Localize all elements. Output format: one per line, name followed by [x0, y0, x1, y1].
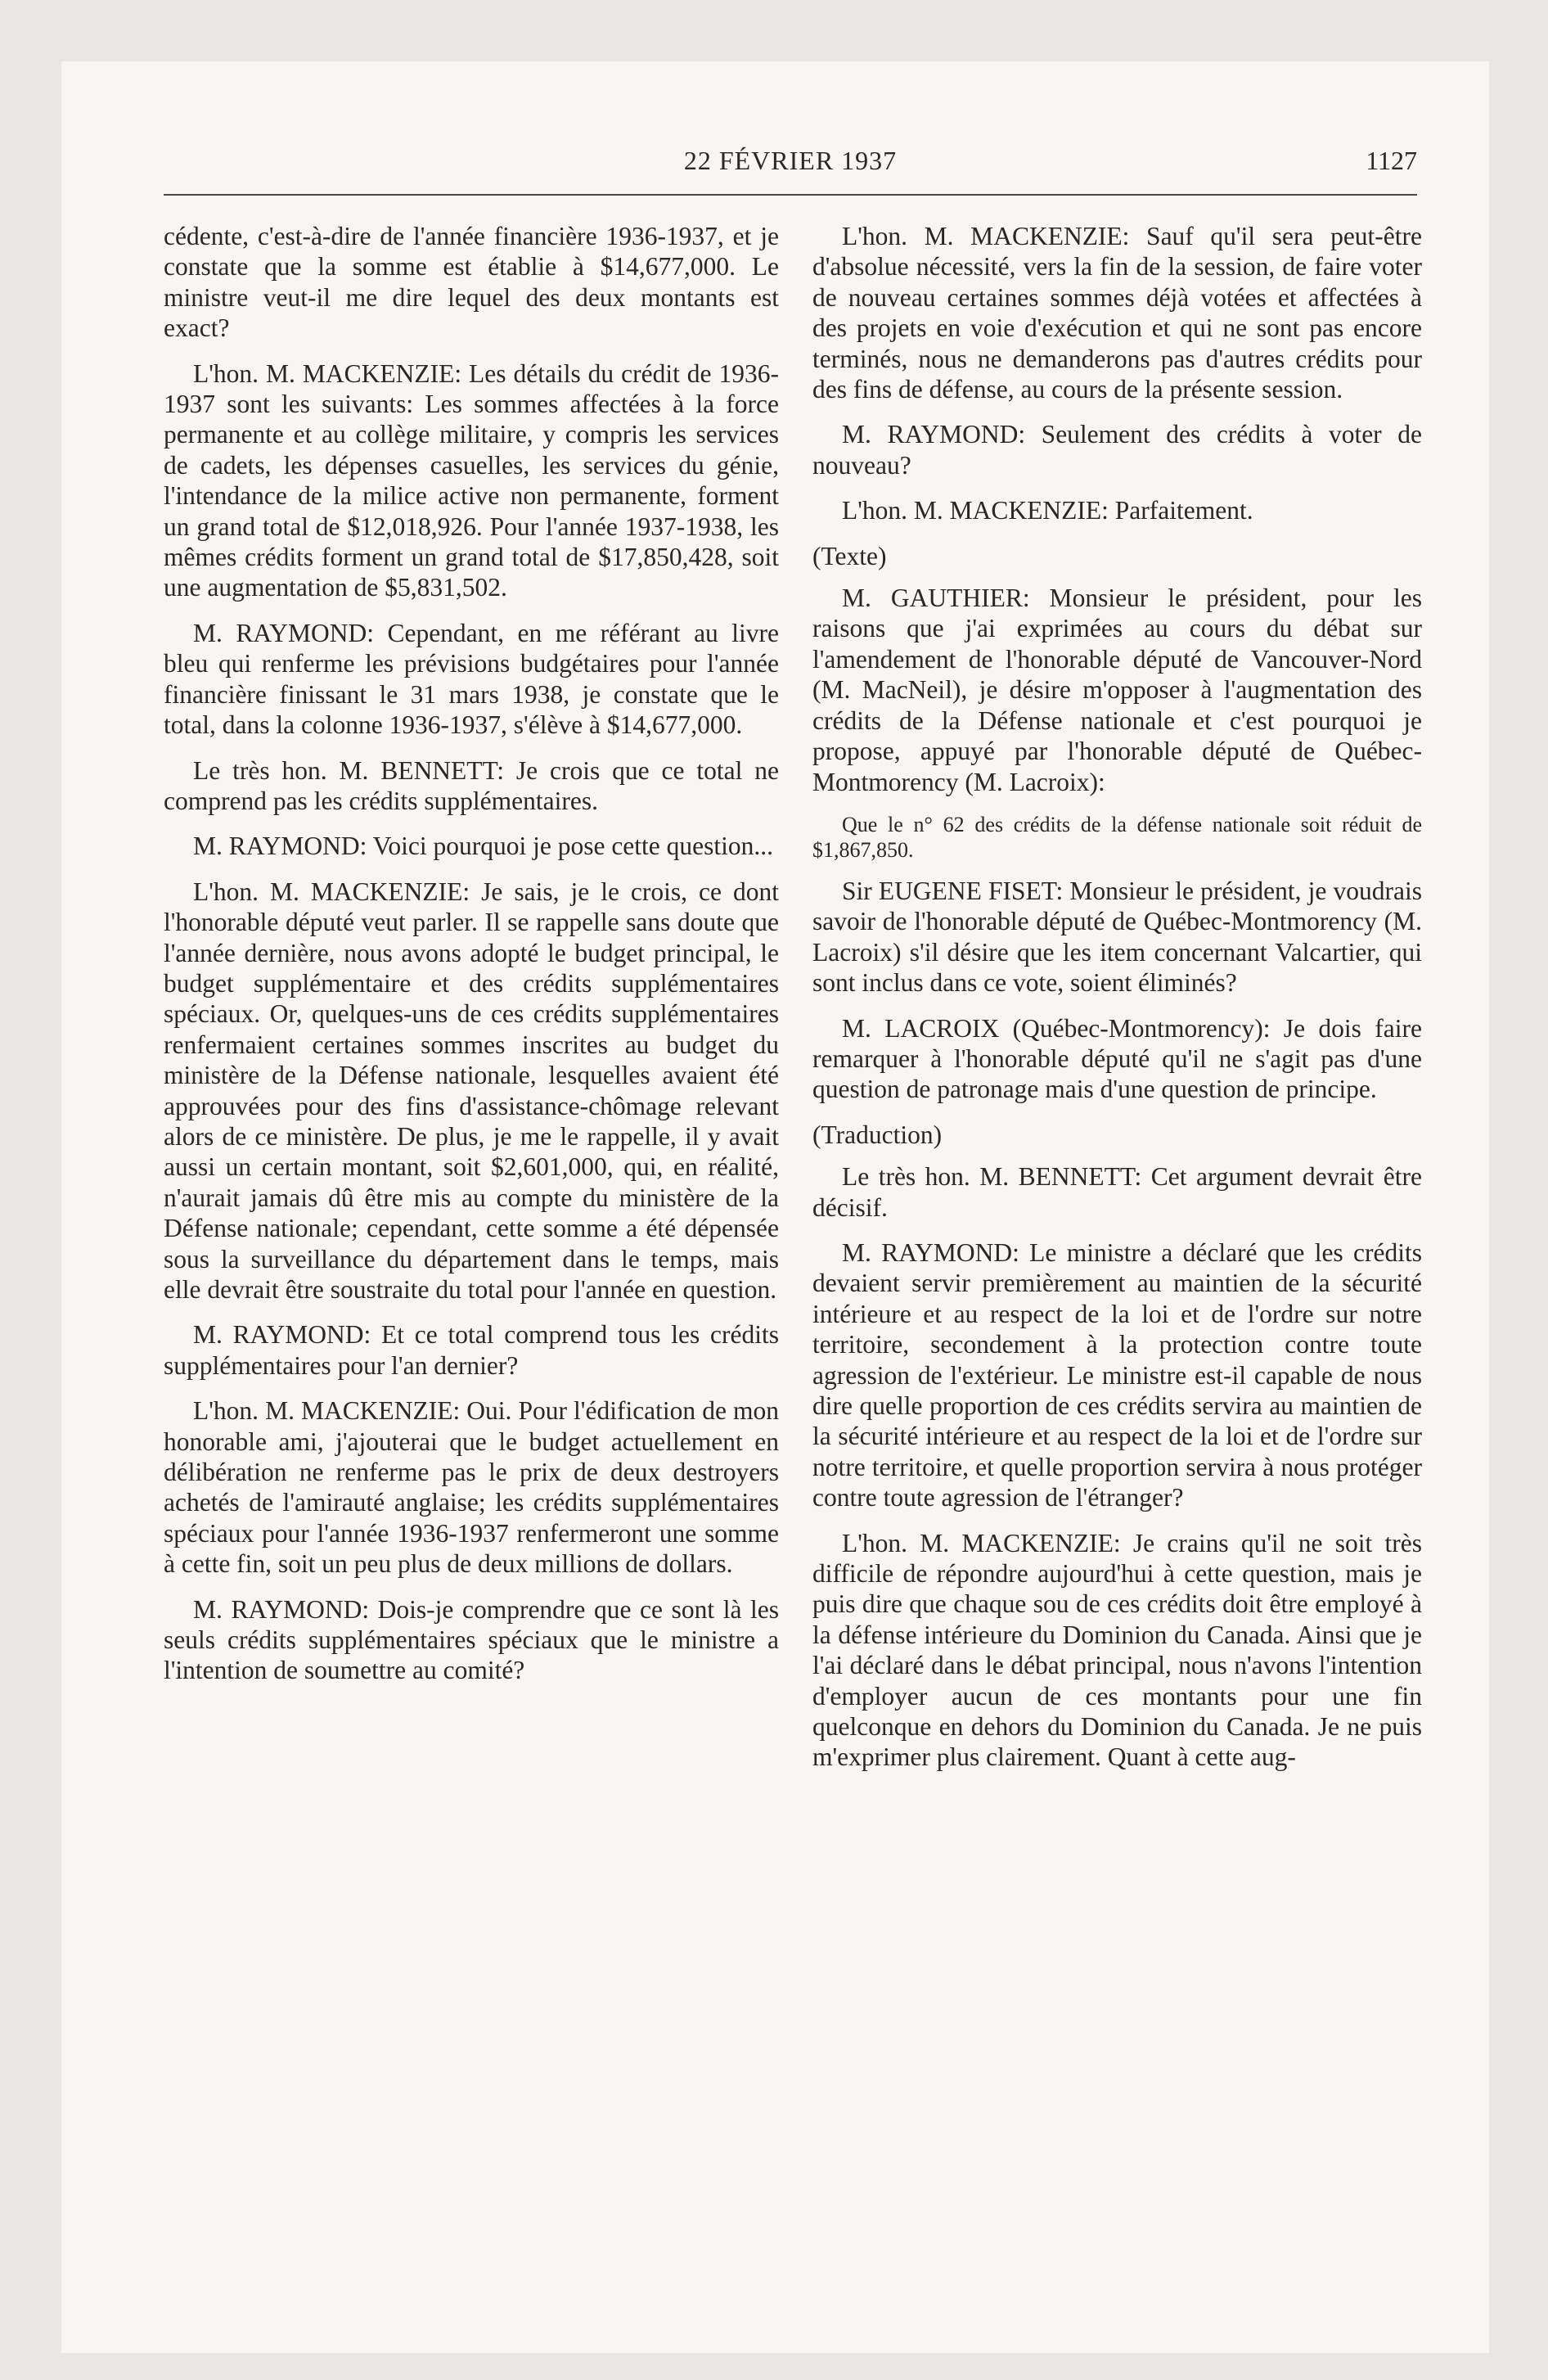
- header-date: 22 FÉVRIER 1937: [683, 146, 898, 175]
- header-rule: [164, 194, 1417, 196]
- left-column: [164, 221, 779, 1701]
- section-note: (Texte): [812, 541, 887, 570]
- paragraph: Le très hon. M. BENNETT: Cet argument devrait être décisif.: [812, 1162, 1422, 1222]
- motion-quote: Que le n° 62 des crédits de la défense nationale soit réduit de $1,867,850.: [812, 812, 1422, 862]
- paragraph: M. RAYMOND: Cependant, en me référant au livre bleu qui renferme les prévisions budgétaires pour l'année financière finissant le 31 mars 1938, je constate que le total, dans la colonne 1936-1937, s'élève à $14,677,000.: [164, 618, 779, 740]
- paragraph: L'hon. M. MACKENZIE: Je crains qu'il ne soit très difficile de répondre aujourd'hui à cette question, mais je puis dire que chaque sou de ces crédits doit être employé à la défense intérieure du Dominion du Canada. Ainsi que je l'ai déclaré dans le débat principal, nous n'avons l'intention d'employer aucun de ces montants pour une fin quelconque en dehors du Dominion du Canada. Je ne puis m'exprimer plus clairement. Quant à cette aug-: [812, 1528, 1422, 1772]
- paragraph: M. LACROIX (Québec-Montmorency): Je dois faire remarquer à l'honorable député qu'il ne s'agit pas d'une question de patronage mais d'une question de principe.: [812, 1013, 1422, 1104]
- paragraph: L'hon. M. MACKENZIE: Parfaitement.: [842, 496, 1253, 525]
- paragraph: L'hon. M. MACKENZIE: Oui. Pour l'édification de mon honorable ami, j'ajouterai que le budget actuellement en délibération ne renferme pas le prix de deux destroyers achetés de l'amirauté anglaise; les crédits supplémentaires spéciaux pour l'année 1936-1937 renfermeront une somme à cette fin, soit un peu plus de deux millions de dollars.: [164, 1396, 779, 1579]
- paragraph: L'hon. M. MACKENZIE: Sauf qu'il sera peut-être d'absolue nécessité, vers la fin de la session, de faire voter de nouveau certaines sommes déjà votées et affectées à des projets en voie d'exécution et qui ne sont pas encore terminés, nous ne demanderons pas d'autres crédits pour des fins de défense, au cours de la présente session.: [812, 222, 1422, 404]
- paragraph: M. RAYMOND: Dois-je comprendre que ce sont là les seuls crédits supplémentaires spéciaux que le ministre a l'intention de soumettre au comité?: [164, 1594, 779, 1685]
- paragraph: L'hon. M. MACKENZIE: Les détails du crédit de 1936-1937 sont les suivants: Les sommes affectées à la force permanente et au collège militaire, y compris les services de cadets, les dépenses casuelles, les services du génie, l'intendance de la milice active non permanente, forment un grand total de $12,018,926. Pour l'année 1937-1938, les mêmes crédits forment un grand total de $17,850,428, soit une augmentation de $5,831,502.: [164, 358, 779, 602]
- page-number: 1127: [1366, 146, 1417, 175]
- paragraph: M. RAYMOND: Voici pourquoi je pose cette question...: [193, 832, 774, 861]
- right-column: [812, 221, 1422, 1787]
- section-note: (Traduction): [812, 1120, 943, 1149]
- paragraph: L'hon. M. MACKENZIE: Je sais, je le crois, ce dont l'honorable député veut parler. Il se rappelle sans doute que l'année dernière, nous avons adopté le budget principal, le budget supplémentaire et des crédits supplémentaires spéciaux. Or, quelques-uns de ces crédits supplémentaires renfermaient certaines sommes inscrites au budget du ministère de la Défense nationale, lesquelles avaient été approuvées pour des fins d'assistance-chômage relevant alors de ce ministère. De plus, je me le rappelle, il y avait aussi un certain montant, soit $2,601,000, qui, en réalité, n'aurait jamais dû être mis au compte du ministère de la Défense nationale; cependant, cette somme a été dépensée sous la surveillance du département dans le temps, mais elle devrait être soustraite du total pour l'année en question.: [164, 877, 779, 1304]
- paragraph: M. RAYMOND: Et ce total comprend tous les crédits supplémentaires pour l'an dernier?: [164, 1320, 779, 1380]
- paragraph: Sir EUGENE FISET: Monsieur le président, je voudrais savoir de l'honorable député de Québec-Montmorency (M. Lacroix) s'il désire que les item concernant Valcartier, qui sont inclus dans ce vote, soient éliminés?: [812, 876, 1422, 998]
- paragraph: M. RAYMOND: Le ministre a déclaré que les crédits devaient servir premièrement au maintien de la sécurité intérieure et au respect de la loi et de l'ordre sur notre territoire, secondement à la protection contre toute agression de l'extérieur. Le ministre est-il capable de nous dire quelle proportion de ces crédits servira au maintien de la sécurité intérieure et au respect de la loi et de l'ordre sur notre territoire, et quelle proportion servira à nous protéger contre toute agression de l'étranger?: [812, 1237, 1422, 1512]
- paragraph: cédente, c'est-à-dire de l'année financière 1936-1937, et je constate que la somme est établie à $14,677,000. Le ministre veut-il me dire lequel des deux montants est exact?: [164, 222, 779, 343]
- page-header: [164, 146, 1417, 178]
- paragraph: M. GAUTHIER: Monsieur le président, pour les raisons que j'ai exprimées au cours du débat sur l'amendement de l'honorable député de Vancouver-Nord (M. MacNeil), je désire m'opposer à l'augmentation des crédits de la Défense nationale et c'est pourquoi je propose, appuyé par l'honorable député de Québec-Montmorency (M. Lacroix):: [812, 584, 1422, 796]
- paragraph: M. RAYMOND: Seulement des crédits à voter de nouveau?: [812, 420, 1422, 480]
- paragraph: Le très hon. M. BENNETT: Je crois que ce total ne comprend pas les crédits supplémentaires.: [164, 755, 779, 815]
